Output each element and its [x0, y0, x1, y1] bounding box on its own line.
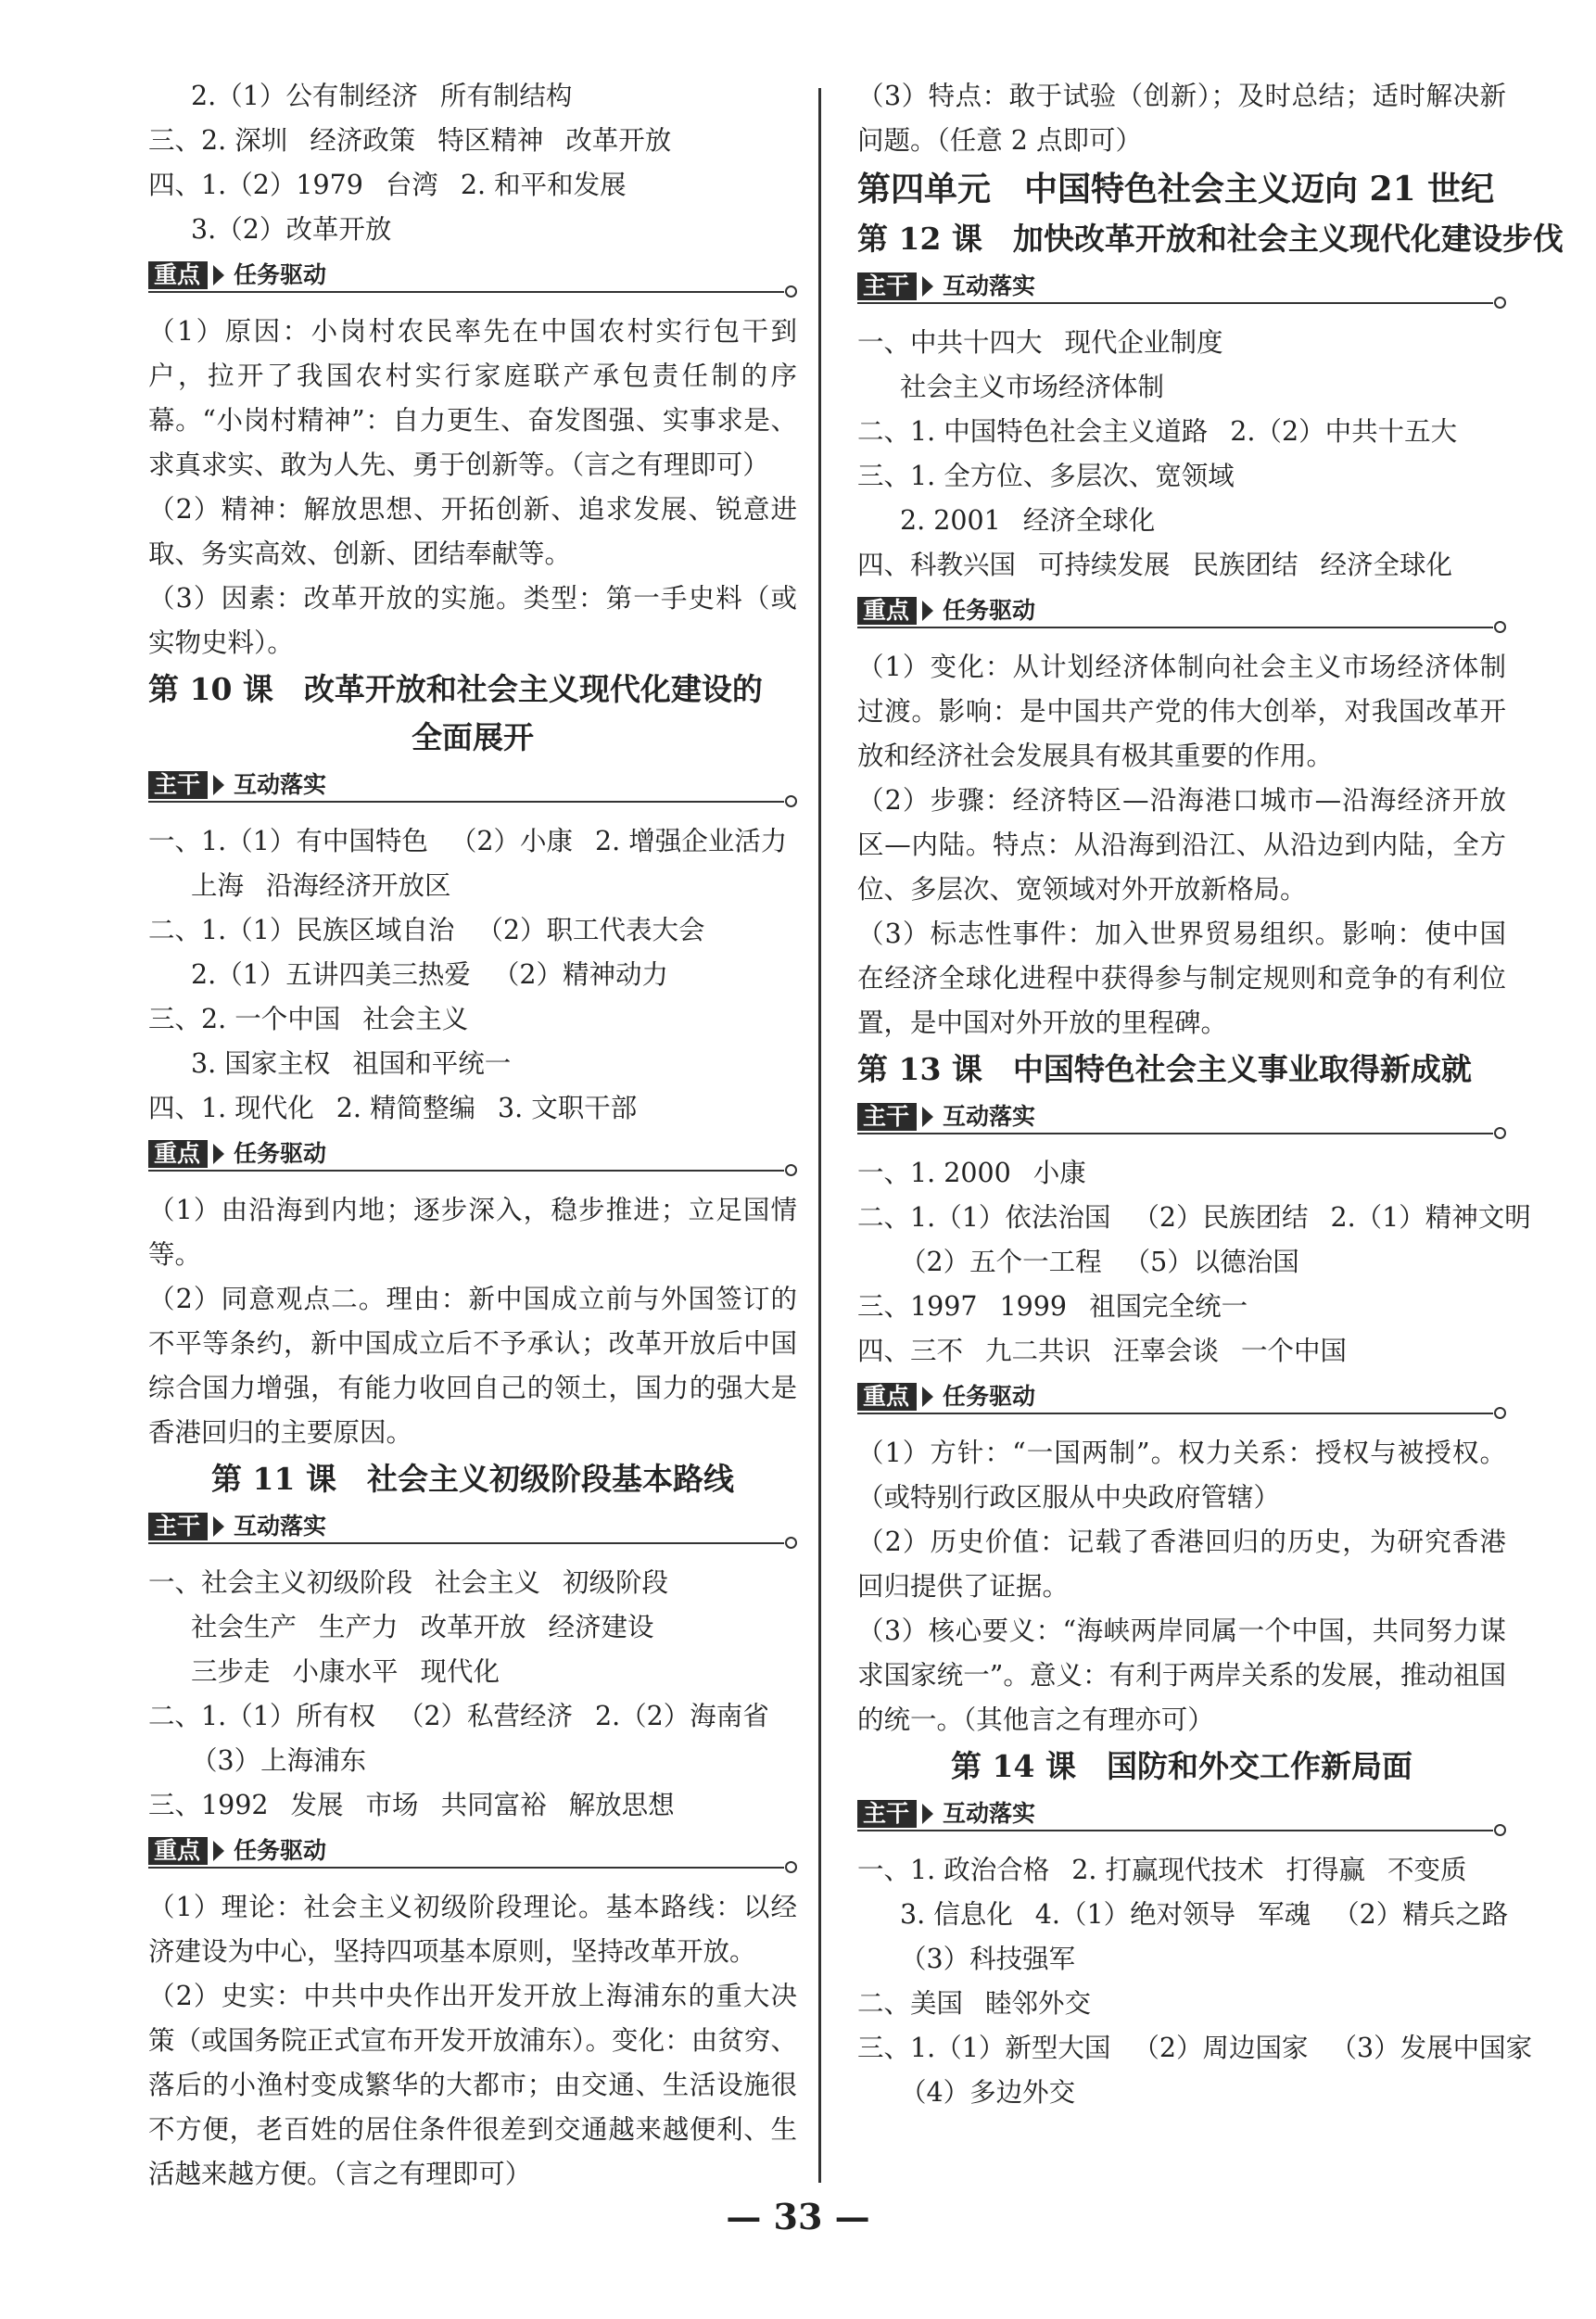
answer-line [148, 119, 797, 163]
arrow-icon [213, 265, 224, 285]
tag-rule [148, 1170, 784, 1172]
tag-badge: 主干 [857, 272, 917, 300]
arrow-icon [922, 1387, 933, 1407]
tag-label: 任务驱动 [234, 1837, 327, 1864]
section-tag [148, 1136, 797, 1173]
tag-label: 任务驱动 [943, 597, 1036, 624]
answer-line [857, 410, 1506, 454]
answer-term: 经济全球化 [1022, 505, 1156, 536]
tag-badge: 重点 [857, 1383, 917, 1411]
answer-term: 汪辜会谈 [1113, 1336, 1220, 1366]
section-tag [857, 1099, 1506, 1136]
tag-label: 互动落实 [943, 1800, 1036, 1827]
answer-paragraphs [857, 1431, 1506, 1742]
answer-term: 经济政策 [310, 125, 416, 156]
answer-paragraph: （1）理论：社会主义初级阶段理论。基本路线：以经济建设为中心，坚持四项基本原则，坚持改革开放。 [148, 1892, 797, 1967]
tag-badge: 主干 [148, 771, 208, 799]
answer-term: 三、1.（1）新型大国 [857, 2033, 1111, 2063]
answer-term: 现代企业制度 [1064, 327, 1223, 358]
answer-paragraphs [148, 310, 797, 665]
answer-line [857, 365, 1506, 410]
answer-paragraph: （1）变化：从计划经济体制向社会主义市场经济体制过渡。影响：是中国共产党的伟大创举，对我国改革开放和经济社会发展具有极其重要的作用。 [857, 652, 1506, 771]
circle-icon [785, 1861, 797, 1873]
answer-paragraphs [148, 1885, 797, 2197]
arrow-icon [922, 601, 933, 621]
answer-term: 2. 2001 [900, 505, 1001, 536]
circle-icon [1494, 297, 1506, 309]
answer-line [148, 864, 797, 908]
section-tag [148, 1833, 797, 1870]
lesson-title: 第 11 课 社会主义初级阶段基本路线 [211, 1461, 734, 1497]
tag-rule [857, 302, 1493, 304]
answer-line [857, 1285, 1506, 1329]
lesson-title: 第 13 课 中国特色社会主义事业取得新成就 [857, 1051, 1472, 1087]
answer-term: 一个中国 [1241, 1336, 1348, 1366]
answer-term: 2.（2）中共十五大 [1230, 416, 1458, 447]
arrow-icon [213, 1144, 224, 1164]
answer-term: （2）小康 [450, 826, 573, 856]
circle-icon [1494, 621, 1506, 633]
answer-term: 一、社会主义初级阶段 [148, 1567, 413, 1598]
answer-term: 社会主义市场经济体制 [900, 372, 1165, 402]
tag-rule [857, 627, 1493, 628]
answer-paragraph: （1）由沿海到内地；逐步深入，稳步推进；立足国情等。 [148, 1195, 797, 1270]
answer-term: 打得赢 [1286, 1855, 1366, 1885]
answer-paragraph: （3）特点：敢于试验（创新）；及时总结；适时解决新问题。（任意 2 点即可） [857, 81, 1506, 156]
section-tag [148, 1509, 797, 1546]
arrow-icon [213, 775, 224, 795]
answer-term: 3. 文职干部 [498, 1093, 638, 1123]
answer-lines [857, 1848, 1533, 2115]
answer-term: 2. 和平和发展 [460, 170, 627, 200]
answer-term: 市场 [365, 1790, 419, 1820]
answer-line [148, 819, 797, 864]
section-tag [148, 258, 797, 295]
answer-term: （3）发展中国家 [1330, 2033, 1533, 2063]
answer-term: 二、1.（1）依法治国 [857, 1202, 1111, 1233]
answer-term: 祖国完全统一 [1089, 1291, 1248, 1322]
answer-term: 二、美国 [857, 1988, 964, 2019]
tag-badge: 主干 [857, 1103, 917, 1131]
answer-line [148, 1086, 797, 1131]
answer-term: 生产力 [319, 1612, 399, 1642]
answer-term: 2. 打赢现代技术 [1071, 1855, 1264, 1885]
answer-term: 三步走 [191, 1656, 271, 1687]
answer-term: 2. 精简整编 [336, 1093, 476, 1123]
lesson-title-cont: 全面展开 [412, 719, 534, 755]
arrow-icon [213, 1516, 224, 1537]
answer-line [148, 1694, 797, 1739]
answer-term: 三、1997 [857, 1291, 978, 1322]
answer-line [857, 1893, 1509, 1937]
answer-line [857, 1329, 1506, 1374]
answer-lines [148, 1561, 797, 1828]
answer-line [148, 1042, 797, 1086]
answer-term: 3. 信息化 [900, 1899, 1013, 1930]
tag-label: 任务驱动 [234, 1140, 327, 1167]
answer-line [857, 1937, 1506, 1982]
answer-paragraphs [857, 74, 1506, 163]
answer-term: 不变质 [1387, 1855, 1467, 1885]
answer-term: 三、2. 深圳 [148, 125, 288, 156]
answer-term: （2）周边国家 [1133, 2033, 1309, 2063]
answer-term: 共同富裕 [440, 1790, 547, 1820]
answer-term: 睦邻外交 [985, 1988, 1092, 2019]
answer-line [148, 1739, 797, 1783]
answer-term: （5）以德治国 [1123, 1247, 1299, 1277]
answer-term: （2）民族团结 [1133, 1202, 1309, 1233]
answer-term: 初级阶段 [563, 1567, 669, 1598]
tag-badge: 主干 [148, 1513, 208, 1540]
answer-paragraphs [148, 1188, 797, 1455]
answer-term: 四、科教兴国 [857, 550, 1017, 580]
tag-rule [148, 801, 784, 803]
answer-term: 二、1.（1）民族区域自治 [148, 915, 455, 945]
answer-line [857, 454, 1506, 499]
circle-icon [785, 285, 797, 298]
answer-term: 民族团结 [1192, 550, 1298, 580]
circle-icon [785, 1537, 797, 1549]
circle-icon [785, 1164, 797, 1176]
answer-term: 四、1. 现代化 [148, 1093, 314, 1123]
answer-term: 二、1. 中国特色社会主义道路 [857, 416, 1209, 447]
answer-term: 祖国和平统一 [352, 1048, 512, 1079]
answer-term: 1999 [999, 1291, 1068, 1322]
answer-term: 社会生产 [191, 1612, 298, 1642]
answer-term: 四、1.（2）1979 [148, 170, 363, 200]
tag-label: 互动落实 [234, 1513, 327, 1540]
circle-icon [1494, 1824, 1506, 1836]
answer-paragraph: （1）方针：“一国两制”。权力关系：授权与被授权。（或特别行政区服从中央政府管辖） [857, 1438, 1506, 1513]
answer-term: 三、1992 [148, 1790, 269, 1820]
tag-badge: 重点 [148, 1140, 208, 1168]
answer-line [857, 499, 1506, 543]
answer-term: 3.（2）改革开放 [191, 214, 392, 245]
answer-term: 改革开放 [420, 1612, 526, 1642]
column-divider [818, 88, 821, 2183]
tag-rule [857, 1413, 1493, 1414]
answer-term: 解放思想 [568, 1790, 675, 1820]
right-column [857, 74, 1564, 2115]
answer-term: 小康 [1032, 1158, 1086, 1188]
answer-line [857, 1982, 1506, 2026]
answer-term: （2）精兵之路 [1333, 1899, 1509, 1930]
answer-term: 3. 国家主权 [191, 1048, 331, 1079]
answer-paragraph: （2）历史价值：记载了香港回归的历史，为研究香港回归提供了证据。 [857, 1527, 1506, 1602]
answer-term: （2）私营经济 [397, 1701, 573, 1731]
page-number: — 33 — [726, 2196, 870, 2237]
answer-term: 一、1. 2000 [857, 1158, 1011, 1188]
tag-rule [857, 1133, 1493, 1134]
answer-term: 2. 增强企业活力 [594, 826, 788, 856]
section-tag [857, 1796, 1506, 1833]
tag-label: 任务驱动 [943, 1383, 1036, 1410]
answer-line [857, 1848, 1506, 1893]
answer-line [148, 1650, 797, 1694]
answer-line [148, 997, 797, 1042]
answer-lines [857, 321, 1506, 588]
answer-lines [857, 1151, 1531, 1374]
tag-rule [857, 1830, 1493, 1831]
answer-term: （2）职工代表大会 [476, 915, 705, 945]
answer-term: 三、2. 一个中国 [148, 1004, 341, 1034]
tag-badge: 重点 [148, 1837, 208, 1865]
circle-icon [1494, 1127, 1506, 1139]
answer-paragraph: （1）原因：小岗村农民率先在中国农村实行包干到户，拉开了我国农村实行家庭联产承包责任制的序幕。“小岗村精神”：自力更生、奋发图强、实事求是、求真求实、敢为人先、勇于创新等。（言之有理即可） [148, 316, 797, 480]
answer-line [857, 1151, 1506, 1196]
answer-paragraph: （2）步骤：经济特区—沿海港口城市—沿海经济开放区—内陆。特点：从沿海到沿江、从沿边到内陆，全方位、多层次、宽领域对外开放新格局。 [857, 785, 1506, 905]
circle-icon [1494, 1407, 1506, 1419]
answer-line [857, 1240, 1506, 1285]
tag-badge: 主干 [857, 1800, 917, 1828]
answer-line [148, 1561, 797, 1605]
tag-badge: 重点 [148, 261, 208, 289]
answer-line [148, 908, 797, 953]
arrow-icon [922, 1804, 933, 1824]
answer-line [857, 543, 1506, 588]
answer-lines [148, 74, 797, 252]
answer-term: 一、1. 政治合格 [857, 1855, 1050, 1885]
tag-rule [148, 291, 784, 293]
answer-line [148, 163, 797, 208]
tag-badge: 重点 [857, 597, 917, 625]
answer-term: 台湾 [385, 170, 438, 200]
tag-rule [148, 1542, 784, 1544]
answer-term: 经济建设 [548, 1612, 654, 1642]
answer-line [857, 2071, 1506, 2115]
answer-term: 九二共识 [985, 1336, 1092, 1366]
answer-term: 一、中共十四大 [857, 327, 1043, 358]
answer-term: 社会主义 [362, 1004, 469, 1034]
answer-line [148, 953, 797, 997]
circle-icon [785, 795, 797, 807]
answer-lines [148, 819, 797, 1131]
answer-term: （3）科技强军 [900, 1944, 1076, 1974]
answer-term: 2.（1）公有制经济 [191, 81, 418, 111]
lesson-title: 第 10 课 改革开放和社会主义现代化建设的 [148, 671, 763, 707]
answer-line [148, 74, 797, 119]
unit-title: 第四单元 中国特色社会主义迈向 21 世纪 [857, 170, 1495, 209]
section-tag [857, 269, 1506, 306]
answer-term: 改革开放 [565, 125, 672, 156]
answer-term: 小康水平 [292, 1656, 399, 1687]
answer-term: 上海 [191, 870, 245, 901]
tag-label: 互动落实 [234, 771, 327, 798]
answer-term: 三、1. 全方位、多层次、宽领域 [857, 461, 1235, 491]
answer-term: 社会主义 [435, 1567, 541, 1598]
answer-term: （2）精神动力 [492, 959, 668, 990]
arrow-icon [922, 276, 933, 297]
answer-term: 军魂 [1258, 1899, 1311, 1930]
answer-term: 现代化 [420, 1656, 500, 1687]
tag-label: 任务驱动 [234, 261, 327, 288]
answer-term: 四、三不 [857, 1336, 964, 1366]
answer-term: 一、1.（1）有中国特色 [148, 826, 428, 856]
answer-term: 4.（1）绝对领导 [1034, 1899, 1236, 1930]
tag-rule [148, 1867, 784, 1869]
arrow-icon [922, 1107, 933, 1127]
answer-paragraph: （3）核心要义：“海峡两岸同属一个中国，共同努力谋求国家统一”。意义：有利于两岸关系的发展，推动祖国的统一。（其他言之有理亦可） [857, 1616, 1506, 1735]
answer-line [857, 1196, 1531, 1240]
answer-term: 可持续发展 [1038, 550, 1171, 580]
answer-term: （2）五个一工程 [900, 1247, 1102, 1277]
answer-term: 沿海经济开放区 [266, 870, 451, 901]
answer-term: （3）上海浦东 [191, 1745, 367, 1776]
answer-term: （4）多边外交 [900, 2077, 1076, 2108]
answer-paragraph: （3）标志性事件：加入世界贸易组织。影响：使中国在经济全球化进程中获得参与制定规则和竞争的有利位置，是中国对外开放的里程碑。 [857, 919, 1506, 1038]
answer-paragraph: （2）精神：解放思想、开拓创新、追求发展、锐意进取、务实高效、创新、团结奉献等。 [148, 494, 797, 569]
section-tag [148, 767, 797, 805]
answer-line [857, 2026, 1533, 2071]
answer-term: 2.（2）海南省 [594, 1701, 769, 1731]
tag-label: 互动落实 [943, 272, 1036, 299]
answer-term: 2.（1）五讲四美三热爱 [191, 959, 471, 990]
lesson-title: 第 12 课 加快改革开放和社会主义现代化建设步伐 [857, 221, 1564, 257]
section-tag [857, 1379, 1506, 1416]
answer-line [148, 1605, 797, 1650]
answer-line [857, 321, 1506, 365]
section-tag [857, 593, 1506, 630]
answer-term: 二、1.（1）所有权 [148, 1701, 375, 1731]
answer-paragraph: （2）史实：中共中央作出开发开放上海浦东的重大决策（或国务院正式宣布开发开放浦东）。变化：由贫穷、落后的小渔村变成繁华的大都市；由交通、生活设施很不方便，老百姓的居住条件很差到交通越来越便利、生活越来越方便。（言之有理即可） [148, 1981, 797, 2189]
tag-label: 互动落实 [943, 1103, 1036, 1130]
answer-term: 特区精神 [437, 125, 544, 156]
answer-term: 所有制结构 [439, 81, 573, 111]
answer-term: 经济全球化 [1320, 550, 1453, 580]
arrow-icon [213, 1841, 224, 1861]
answer-paragraphs [857, 645, 1506, 1045]
lesson-title: 第 14 课 国防和外交工作新局面 [951, 1748, 1412, 1784]
answer-term: 2.（1）精神文明 [1330, 1202, 1531, 1233]
answer-line [148, 208, 797, 252]
left-column [148, 74, 797, 2197]
answer-term: 发展 [290, 1790, 344, 1820]
answer-paragraph: （3）因素：改革开放的实施。类型：第一手史料（或实物史料）。 [148, 583, 797, 658]
answer-paragraph: （2）同意观点二。理由：新中国成立前与外国签订的不平等条约，新中国成立后不予承认；改革开放后中国综合国力增强，有能力收回自己的领土，国力的强大是香港回归的主要原因。 [148, 1284, 797, 1448]
answer-line [148, 1783, 797, 1828]
